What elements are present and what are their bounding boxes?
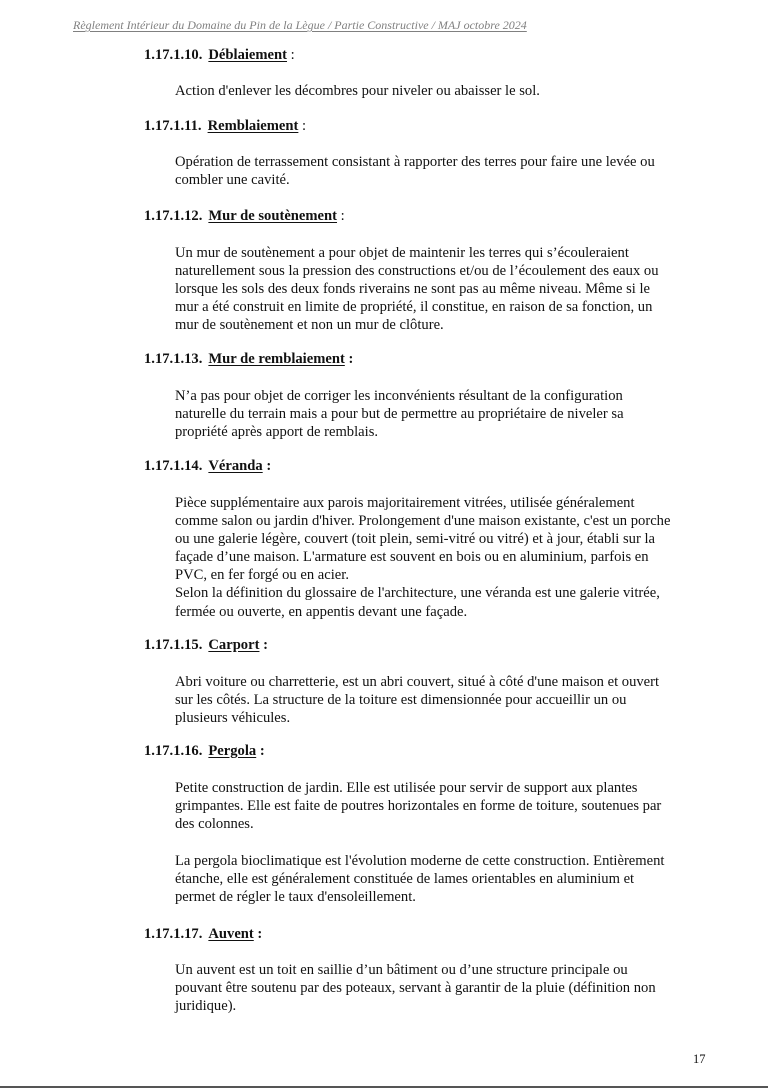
section-name: Carport <box>208 637 260 653</box>
section-paragraph <box>175 387 715 441</box>
section-heading <box>144 351 353 368</box>
section-heading <box>144 47 295 64</box>
section-name: Auvent <box>208 926 254 942</box>
section-paragraph <box>175 153 715 189</box>
paragraph-line: Un mur de soutènement a pour objet de maintenir les terres qui s’écouleraient <box>175 245 629 261</box>
paragraph-line: juridique). <box>175 998 237 1015</box>
paragraph-line: ou une galerie légère, couvert (toit plein, semi-vitré ou vitré) et à jour, établi sur la <box>175 531 656 548</box>
section-heading <box>144 458 271 475</box>
paragraph-line: Pièce supplémentaire aux parois majoritairement vitrées, utilisée généralement <box>175 495 635 511</box>
section-name: Pergola <box>208 743 257 759</box>
section-number: 1.17.1.10. <box>144 47 203 63</box>
section-name: Déblaiement <box>208 47 288 63</box>
section-name: Mur de remblaiement <box>208 351 345 367</box>
paragraph-line: N’a pas pour objet de corriger les inconvénients résultant de la configuration <box>175 388 623 404</box>
section-paragraph <box>175 779 715 833</box>
section-name: Véranda <box>208 458 263 474</box>
section-heading <box>144 743 265 760</box>
paragraph-line: naturelle du terrain mais a pour but de permettre au propriétaire de niveler sa <box>175 406 624 423</box>
paragraph-line: mur a été construit en limite de propriété, il constitue, en raison de sa fonction, un <box>175 299 653 316</box>
paragraph-line: naturellement sous la pression des constructions et/ou de l’écoulement des eaux ou <box>175 263 659 280</box>
page-number: 17 <box>693 1052 706 1066</box>
section-colon: : <box>337 208 345 224</box>
section-colon: : <box>262 458 272 474</box>
section-number: 1.17.1.12. <box>144 208 203 224</box>
paragraph-line: des colonnes. <box>175 816 254 833</box>
running-header: Règlement Intérieur du Domaine du Pin de la Lègue / Partie Constructive / MAJ octobre 2024 <box>73 18 527 32</box>
section-number: 1.17.1.15. <box>144 637 203 653</box>
section-paragraph <box>175 82 715 100</box>
section-number: 1.17.1.16. <box>144 743 203 759</box>
paragraph-line: comme salon ou jardin d'hiver. Prolongement d'une maison existante, c'est un porche <box>175 513 671 530</box>
section-colon: : <box>256 743 265 759</box>
section-number: 1.17.1.14. <box>144 458 203 474</box>
section-number: 1.17.1.17. <box>144 926 203 942</box>
paragraph-line: plusieurs véhicules. <box>175 710 291 727</box>
section-heading <box>144 208 345 225</box>
section-colon: : <box>287 47 295 63</box>
paragraph-line: La pergola bioclimatique est l'évolution moderne de cette construction. Entièrement <box>175 853 665 869</box>
paragraph-line: Un auvent est un toit en saillie d’un bâtiment ou d’une structure principale ou <box>175 962 628 978</box>
paragraph-line: lorsque les sols des deux fonds riverains ne sont pas au même niveau. Même si le <box>175 281 651 298</box>
paragraph-line: Action d'enlever les décombres pour niveler ou abaisser le sol. <box>175 83 540 99</box>
section-paragraph <box>175 673 715 727</box>
section-colon: : <box>298 118 307 134</box>
section-heading <box>144 926 262 943</box>
paragraph-line: sur les côtés. La structure de la toiture est dimensionnée pour accueillir un ou <box>175 692 627 709</box>
paragraph-line: propriété après apport de remblais. <box>175 424 379 441</box>
page-bottom-edge <box>0 1086 768 1088</box>
paragraph-line: pouvant être soutenu par des poteaux, servant à garantir de la pluie (définition non <box>175 980 656 997</box>
section-paragraph <box>175 961 715 1015</box>
paragraph-line: façade d’une maison. L'armature est souvent en bois ou en aluminium, parfois en <box>175 549 649 566</box>
paragraph-line: Opération de terrassement consistant à rapporter des terres pour faire une levée ou <box>175 154 655 170</box>
paragraph-line: Selon la définition du glossaire de l'architecture, une véranda est une galerie vitrée, <box>175 585 660 602</box>
paragraph-line: grimpantes. Elle est faite de poutres horizontales en forme de toiture, soutenues par <box>175 798 662 815</box>
paragraph-line: étanche, elle est généralement constituée de lames orientables en aluminium et <box>175 871 635 888</box>
paragraph-line: combler une cavité. <box>175 172 290 189</box>
section-colon: : <box>253 926 263 942</box>
section-colon: : <box>344 351 354 367</box>
section-name: Mur de soutènement <box>208 208 338 224</box>
section-paragraph <box>175 852 715 906</box>
section-number: 1.17.1.13. <box>144 351 203 367</box>
paragraph-line: Petite construction de jardin. Elle est utilisée pour servir de support aux plantes <box>175 780 638 796</box>
paragraph-line: permet de régler le taux d'ensoleillement. <box>175 889 416 906</box>
section-paragraph <box>175 244 715 334</box>
paragraph-line: fermée ou ouverte, en appentis devant une façade. <box>175 603 468 620</box>
section-paragraph <box>175 494 715 621</box>
paragraph-line: PVC, en fer forgé ou en acier. <box>175 567 349 584</box>
section-heading <box>144 637 268 654</box>
paragraph-line: mur de soutènement et non un mur de clôture. <box>175 317 444 334</box>
section-number: 1.17.1.11. <box>144 118 202 134</box>
section-name: Remblaiement <box>207 118 299 134</box>
section-heading <box>144 118 306 135</box>
section-colon: : <box>259 637 268 653</box>
paragraph-line: Abri voiture ou charretterie, est un abri couvert, situé à côté d'une maison et ouvert <box>175 674 660 690</box>
